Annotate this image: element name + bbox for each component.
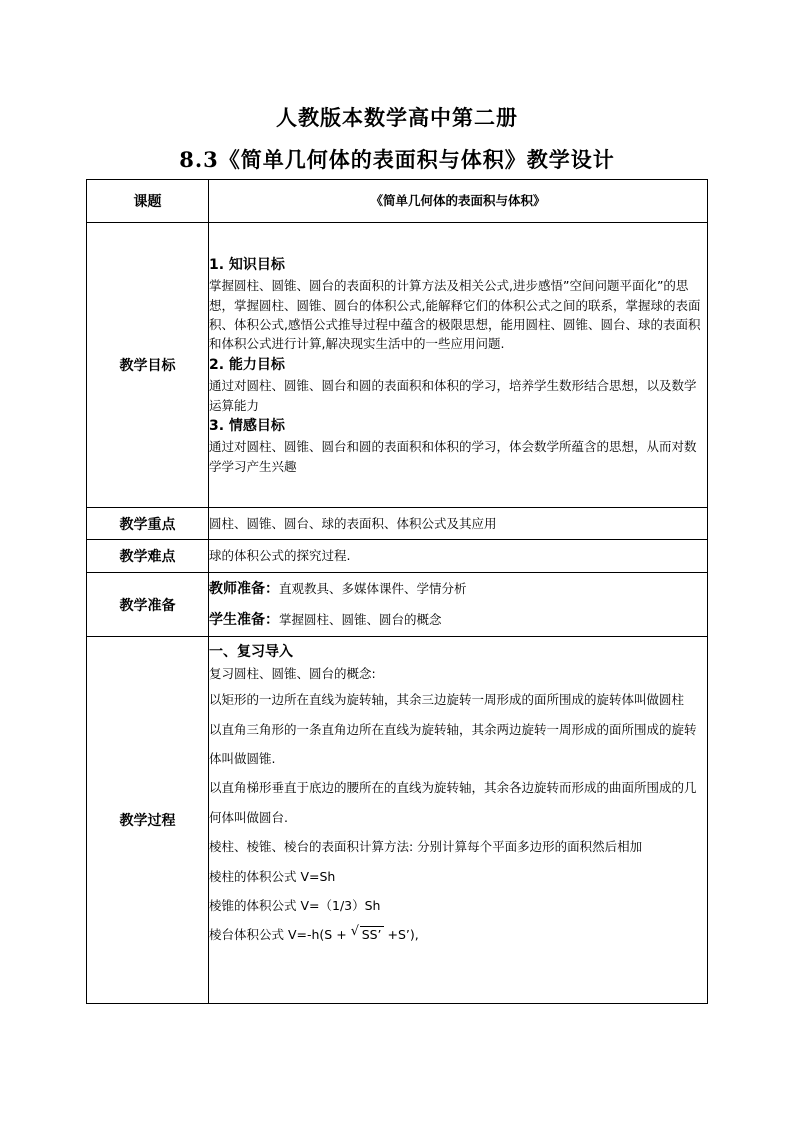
prep-content bbox=[209, 573, 708, 637]
table-row-process bbox=[87, 637, 708, 1004]
goal-ability-heading: 2. 能力目标 bbox=[209, 356, 285, 373]
goal-knowledge-heading: 1. 知识目标 bbox=[209, 256, 285, 273]
table-row-focus bbox=[87, 508, 708, 540]
frustum-formula-root: SS’ bbox=[361, 927, 382, 943]
goal-knowledge-text: 掌握圆柱、圆锥、圆台的表面积的计算方法及相关公式,进步感悟”空间问题平面化”的思想，掌握圆柱、圆锥、圆台的体积公式,能解释它们的体积公式之间的联系，掌握球的表面积、体积公式,感悟公式推导过程中蕴含的极限思想，能用圆柱、圆锥、圆台、球的表面积和体积公式进行计算,解决现实生活中的一些应用问题. bbox=[209, 278, 701, 352]
topic-value: 《简单几何体的表面积与体积》 bbox=[209, 180, 708, 223]
table-row-topic bbox=[87, 180, 708, 223]
student-prep-value: 掌握圆柱、圆锥、圆台的概念 bbox=[279, 611, 442, 627]
cylinder-definition: 以矩形的一边所在直线为旋转轴，其余三边旋转一周形成的面所围成的旋转体叫做圆柱 bbox=[209, 692, 685, 708]
topic-label: 课题 bbox=[87, 180, 209, 223]
document-subtitle: 8.3《简单几何体的表面积与体积》教学设计 bbox=[179, 147, 615, 172]
process-heading: 一、复习导入 bbox=[209, 644, 293, 660]
goal-emotion-heading: 3. 情感目标 bbox=[209, 417, 285, 434]
teacher-prep-label: 教师准备： bbox=[209, 580, 279, 597]
table-row-prep bbox=[87, 573, 708, 637]
prism-volume-formula: 棱柱的体积公式 V=Sh bbox=[209, 868, 336, 884]
goal-emotion-text: 通过对圆柱、圆锥、圆台和圆的表面积和体积的学习，体会数学所蕴含的思想，从而对数学学习产生兴趣 bbox=[209, 439, 697, 474]
table-row-goals bbox=[87, 223, 708, 508]
prep-label: 教学准备 bbox=[87, 573, 209, 637]
frustum-formula-suffix: +S’), bbox=[387, 927, 419, 943]
surface-area-method: 棱柱、棱锥、棱台的表面积计算方法: 分别计算每个平面多边形的面积然后相加 bbox=[209, 839, 643, 855]
focus-label: 教学重点 bbox=[87, 508, 209, 540]
goal-ability-text: 通过对圆柱、圆锥、圆台和圆的表面积和体积的学习，培养学生数形结合思想，以及数学运算能力 bbox=[209, 378, 697, 413]
table-row-difficulty bbox=[87, 540, 708, 573]
frustum-volume-formula bbox=[209, 920, 707, 949]
review-text: 复习圆柱、圆锥、圆台的概念: bbox=[209, 666, 376, 682]
focus-value: 圆柱、圆锥、圆台、球的表面积、体积公式及其应用 bbox=[209, 508, 708, 540]
process-content bbox=[209, 637, 708, 1004]
difficulty-label: 教学难点 bbox=[87, 540, 209, 573]
student-prep-label: 学生准备： bbox=[209, 611, 279, 628]
lesson-plan-table bbox=[86, 179, 708, 1004]
frustum-definition: 以直角梯形垂直于底边的腰所在的直线为旋转轴，其余各边旋转而形成的曲面所围成的几何体叫做圆台. bbox=[209, 780, 697, 825]
pyramid-volume-formula: 棱锥的体积公式 V=（1/3）Sh bbox=[209, 897, 381, 913]
teacher-prep bbox=[209, 574, 707, 605]
document-title: 人教版本数学高中第二册 bbox=[276, 105, 518, 130]
difficulty-value: 球的体积公式的探究过程. bbox=[209, 540, 708, 573]
frustum-formula-prefix: 棱台体积公式 V=-h(S + bbox=[209, 927, 347, 943]
teacher-prep-value: 直观教具、多媒体课件、学情分析 bbox=[279, 580, 467, 596]
square-root-symbol: √ SS’ bbox=[350, 924, 382, 943]
process-label: 教学过程 bbox=[87, 637, 209, 1004]
student-prep bbox=[209, 605, 707, 636]
goals-content bbox=[209, 223, 708, 508]
goals-label: 教学目标 bbox=[87, 223, 209, 508]
cone-definition: 以直角三角形的一条直角边所在直线为旋转轴，其余两边旋转一周形成的面所围成的旋转体叫做圆锥. bbox=[209, 721, 697, 767]
